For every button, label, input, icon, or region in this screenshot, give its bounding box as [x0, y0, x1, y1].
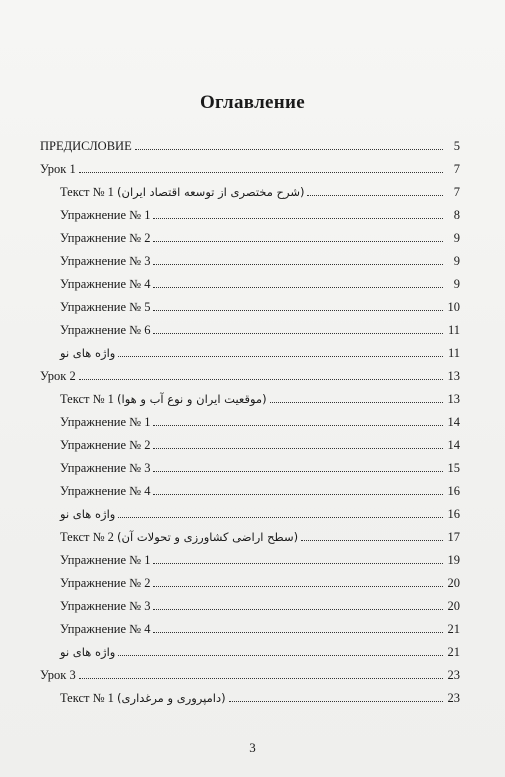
toc-entry-label [40, 553, 150, 570]
toc-entry-title: Упражнение № 3 [60, 254, 151, 268]
toc-entry-title: Упражнение № 3 [60, 461, 151, 475]
toc-entry-title: Текст № 1 [60, 392, 118, 406]
toc-entry-label [40, 622, 150, 639]
dot-leader [153, 333, 443, 334]
toc-entry-page: 13 [447, 369, 460, 383]
toc-entry-title: Упражнение № 4 [60, 484, 151, 498]
dot-leader [153, 425, 443, 426]
toc-entry-page: 9 [453, 231, 460, 245]
dot-leader [153, 287, 443, 288]
toc-entry-title: Текст № 1 [60, 185, 118, 199]
dot-leader [79, 678, 443, 679]
toc-entry-page: 11 [447, 346, 460, 360]
toc-entry-page: 21 [447, 622, 460, 636]
toc-entry-title: Урок 1 [40, 162, 76, 176]
toc-entry-label [40, 369, 76, 386]
toc-entry[interactable] [40, 616, 460, 639]
dot-leader [270, 402, 443, 403]
toc-entry-label [40, 392, 267, 409]
toc-entry[interactable] [40, 409, 460, 432]
toc-entry-label [40, 530, 298, 547]
toc-entry-title: Упражнение № 1 [60, 208, 151, 222]
toc-entry-page: 20 [447, 599, 460, 613]
toc-entry-label [40, 668, 76, 685]
toc-entry-label [40, 415, 150, 432]
dot-leader [153, 471, 443, 472]
toc-entry-page: 17 [447, 530, 460, 544]
toc-entry-label [40, 576, 150, 593]
toc-entry-label [40, 208, 150, 225]
toc-entry-label [40, 300, 150, 317]
dot-leader [153, 310, 443, 311]
toc-entry-persian-title: (شرح مختصری از توسعه اقتصاد ایران) [117, 185, 305, 199]
dot-leader [79, 172, 443, 173]
dot-leader [153, 494, 443, 495]
toc-entry-page: 14 [447, 415, 460, 429]
dot-leader [153, 218, 443, 219]
toc-entry[interactable] [40, 202, 460, 225]
toc-entry[interactable] [40, 639, 460, 662]
table-of-contents [40, 133, 460, 708]
toc-title: Оглавление [199, 92, 306, 113]
toc-entry-title: Упражнение № 4 [60, 622, 151, 636]
dot-leader [135, 149, 443, 150]
toc-entry-page: 16 [447, 507, 460, 521]
toc-entry-page: 16 [447, 484, 460, 498]
toc-entry[interactable] [40, 317, 460, 340]
dot-leader [153, 448, 443, 449]
toc-entry-page: 19 [447, 553, 460, 567]
dot-leader [301, 540, 443, 541]
dot-leader [79, 379, 443, 380]
toc-entry-page: 11 [447, 323, 460, 337]
dot-leader [153, 586, 443, 587]
toc-entry[interactable] [40, 271, 460, 294]
toc-entry[interactable] [40, 363, 460, 386]
toc-entry[interactable] [40, 156, 460, 179]
toc-entry-title: Упражнение № 2 [60, 231, 151, 245]
toc-entry-label [40, 691, 226, 708]
toc-entry-label [40, 438, 150, 455]
dot-leader [118, 517, 443, 518]
toc-entry[interactable] [40, 455, 460, 478]
toc-entry-label [40, 346, 115, 363]
toc-entry[interactable] [40, 685, 460, 708]
toc-entry-label [40, 645, 115, 662]
toc-entry-persian-title: (سطح اراضی کشاورزی و تحولات آن) [117, 530, 299, 544]
toc-entry-label [40, 484, 150, 501]
dot-leader [229, 701, 443, 702]
toc-entry[interactable] [40, 133, 460, 156]
toc-entry-title: Упражнение № 3 [60, 599, 151, 613]
toc-entry-title: Упражнение № 1 [60, 415, 151, 429]
toc-entry-title: Урок 3 [40, 668, 76, 682]
toc-entry[interactable] [40, 340, 460, 363]
toc-entry[interactable] [40, 547, 460, 570]
toc-entry-label [40, 277, 150, 294]
toc-entry-page: 7 [453, 185, 460, 199]
toc-entry-title: Текст № 2 [60, 530, 118, 544]
toc-entry-persian-title: (دامپروری و مرغداری) [117, 691, 226, 705]
toc-entry-page: 9 [453, 277, 460, 291]
toc-entry-label [40, 507, 115, 524]
toc-entry-title: Текст № 1 [60, 691, 118, 705]
toc-entry-persian-title: (موقعیت ایران و نوع آب و هوا) [117, 392, 267, 406]
dot-leader [307, 195, 443, 196]
toc-entry-title: Упражнение № 4 [60, 277, 151, 291]
toc-entry[interactable] [40, 432, 460, 455]
toc-entry[interactable] [40, 593, 460, 616]
toc-entry-page: 21 [447, 645, 460, 659]
toc-entry-page: 8 [453, 208, 460, 222]
toc-entry-page: 7 [453, 162, 460, 176]
toc-entry-page: 23 [447, 668, 460, 682]
toc-entry-title: ПРЕДИСЛОВИЕ [40, 139, 132, 153]
toc-entry-label [40, 139, 132, 156]
toc-entry[interactable] [40, 524, 460, 547]
toc-entry-title: Упражнение № 2 [60, 438, 151, 452]
toc-entry-label [40, 185, 304, 202]
toc-entry-title: Упражнение № 1 [60, 553, 151, 567]
toc-entry-persian-title: واژه های نو [60, 346, 116, 360]
dot-leader [153, 563, 443, 564]
toc-entry-title: Упражнение № 2 [60, 576, 151, 590]
toc-entry-title: Упражнение № 6 [60, 323, 151, 337]
toc-entry-label [40, 599, 150, 616]
toc-entry-persian-title: واژه های نو [60, 645, 116, 659]
toc-entry-title: Упражнение № 5 [60, 300, 151, 314]
dot-leader [118, 655, 443, 656]
toc-entry[interactable] [40, 225, 460, 248]
toc-entry-title: Урок 2 [40, 369, 76, 383]
toc-entry-page: 13 [447, 392, 460, 406]
toc-entry[interactable] [40, 662, 460, 685]
toc-entry[interactable] [40, 478, 460, 501]
toc-entry-label [40, 461, 150, 478]
toc-entry-label [40, 162, 76, 179]
toc-entry[interactable] [40, 294, 460, 317]
toc-entry-page: 5 [453, 139, 460, 153]
toc-entry-page: 23 [447, 691, 460, 705]
toc-entry[interactable] [40, 248, 460, 271]
page-number: 3 [249, 740, 256, 755]
toc-entry-page: 10 [447, 300, 460, 314]
dot-leader [153, 609, 443, 610]
dot-leader [153, 241, 443, 242]
toc-entry-page: 14 [447, 438, 460, 452]
toc-entry-page: 20 [447, 576, 460, 590]
dot-leader [153, 632, 443, 633]
dot-leader [118, 356, 443, 357]
toc-entry-label [40, 254, 150, 271]
toc-entry[interactable] [40, 570, 460, 593]
toc-entry-label [40, 231, 150, 248]
toc-entry-page: 15 [447, 461, 460, 475]
toc-entry-page: 9 [453, 254, 460, 268]
toc-entry-persian-title: واژه های نو [60, 507, 116, 521]
toc-entry[interactable] [40, 386, 460, 409]
toc-entry[interactable] [40, 179, 460, 202]
toc-entry-label [40, 323, 150, 340]
toc-entry[interactable] [40, 501, 460, 524]
dot-leader [153, 264, 443, 265]
